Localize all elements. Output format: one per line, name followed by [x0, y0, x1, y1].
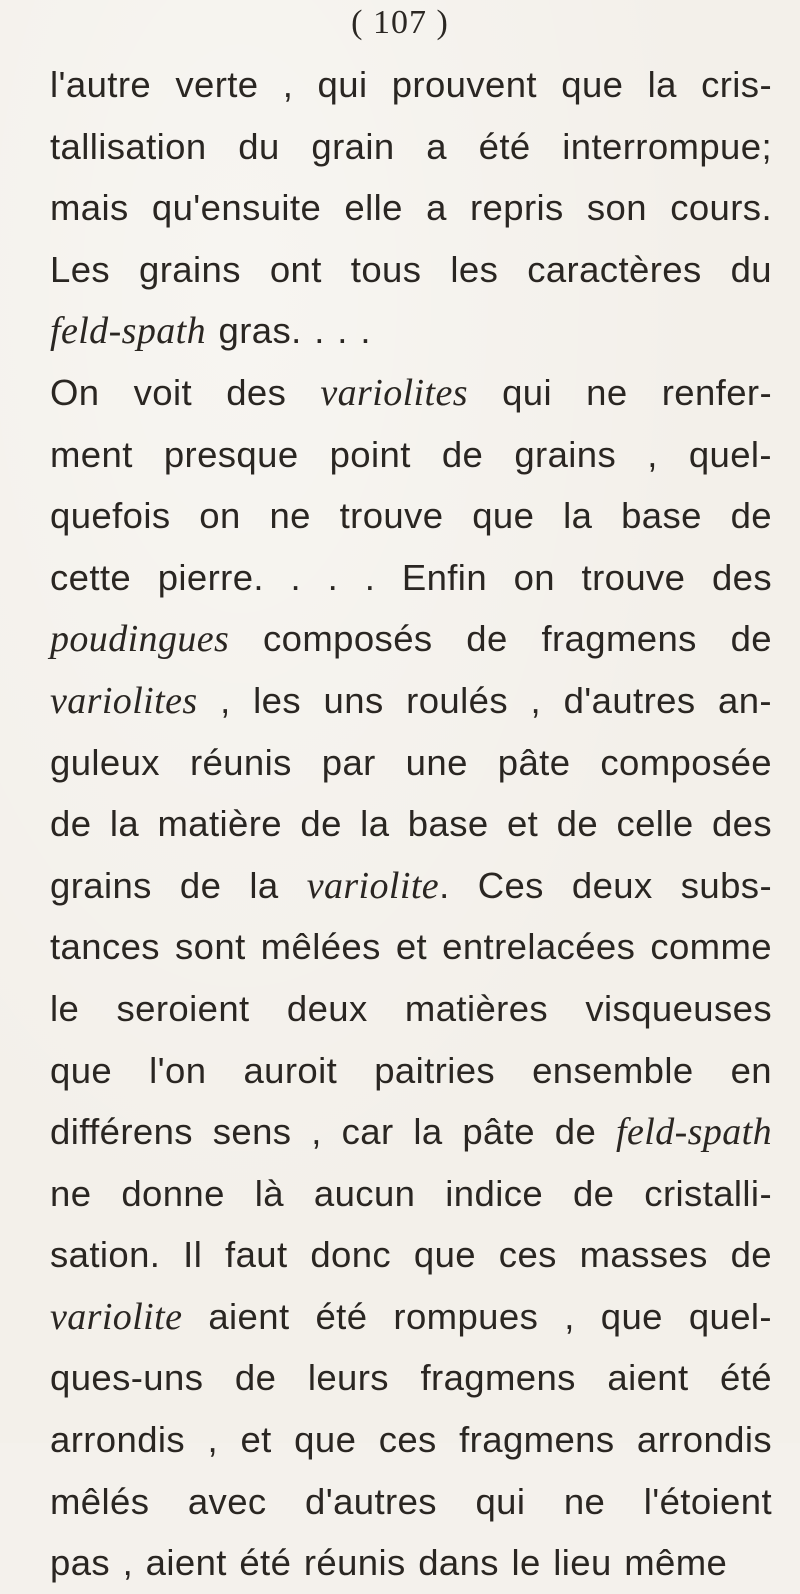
- text-line: [50, 362, 772, 424]
- text-line: [50, 54, 772, 116]
- text-line: [50, 239, 772, 301]
- text-segment: de la matière de la base et de celle des: [50, 803, 772, 845]
- text-line: [50, 177, 772, 239]
- body-text: [50, 54, 772, 1594]
- text-line: [50, 300, 772, 362]
- text-segment: guleux réunis par une pâte composée: [50, 741, 772, 783]
- text-segment: mais qu'ensuite elle a repris son cours.: [50, 187, 772, 229]
- text-line: [50, 732, 772, 794]
- text-line: [50, 1347, 772, 1409]
- text-segment: tallisation du grain a été interrompue;: [50, 125, 772, 167]
- text-line: [50, 424, 772, 486]
- text-segment: , les uns roulés , d'autres an-: [197, 679, 772, 721]
- text-segment: gras. . . .: [205, 310, 371, 352]
- text-line: [50, 1286, 772, 1348]
- text-line: [50, 793, 772, 855]
- text-segment: sation. Il faut donc que ces masses de: [50, 1234, 772, 1276]
- italic-term: variolite: [306, 864, 440, 907]
- text-segment: Les grains ont tous les caractères du: [50, 248, 772, 290]
- italic-term: poudingues: [50, 618, 230, 661]
- text-segment: mêlés avec d'autres qui ne l'étoient: [50, 1480, 772, 1522]
- text-segment: aient été rompues , que quel-: [182, 1295, 772, 1337]
- text-line: [50, 855, 772, 917]
- text-segment: ne donne là aucun indice de cristalli-: [50, 1172, 772, 1214]
- text-segment: composés de fragmens de: [229, 618, 772, 660]
- text-line: [50, 1040, 772, 1102]
- text-line: [50, 1224, 772, 1286]
- page-number: ( 107 ): [351, 4, 449, 41]
- text-line: [50, 1101, 772, 1163]
- text-segment: quefois on ne trouve que la base de: [50, 495, 772, 537]
- text-line: [50, 670, 772, 732]
- text-line: [50, 1163, 772, 1225]
- text-segment: que l'on auroit paitries ensemble en: [50, 1049, 772, 1091]
- italic-term: feld-spath: [50, 310, 206, 353]
- text-segment: différens sens , car la pâte de: [50, 1111, 617, 1153]
- text-segment: le seroient deux matières visqueuses: [50, 987, 772, 1029]
- text-line: [50, 608, 772, 670]
- text-line: [50, 1409, 772, 1471]
- text-line: [50, 978, 772, 1040]
- text-line: [50, 485, 772, 547]
- text-segment: qui ne renfer-: [467, 371, 772, 413]
- text-segment: arrondis , et que ces fragmens arrondis: [50, 1419, 772, 1461]
- text-segment: cette pierre. . . . Enfin on trouve des: [50, 556, 772, 598]
- text-line: [50, 1471, 772, 1533]
- italic-term: feld-spath: [616, 1111, 772, 1154]
- text-line: [50, 547, 772, 609]
- text-segment: grains de la: [50, 864, 307, 906]
- italic-term: variolites: [50, 679, 198, 722]
- text-segment: On voit des: [50, 371, 321, 413]
- text-line: [50, 1532, 772, 1594]
- text-segment: tances sont mêlées et entrelacées comme: [50, 926, 772, 968]
- text-line: [50, 116, 772, 178]
- text-segment: ques-uns de leurs fragmens aient été: [50, 1357, 772, 1399]
- text-segment: l'autre verte , qui prouvent que la cris-: [50, 64, 772, 105]
- italic-term: variolite: [50, 1295, 183, 1338]
- text-segment: ment presque point de grains , quel-: [50, 433, 772, 475]
- text-segment: . Ces deux subs-: [439, 864, 772, 906]
- text-segment: pas , aient été réunis dans le lieu même: [50, 1542, 728, 1584]
- text-line: [50, 916, 772, 978]
- italic-term: variolites: [320, 371, 468, 414]
